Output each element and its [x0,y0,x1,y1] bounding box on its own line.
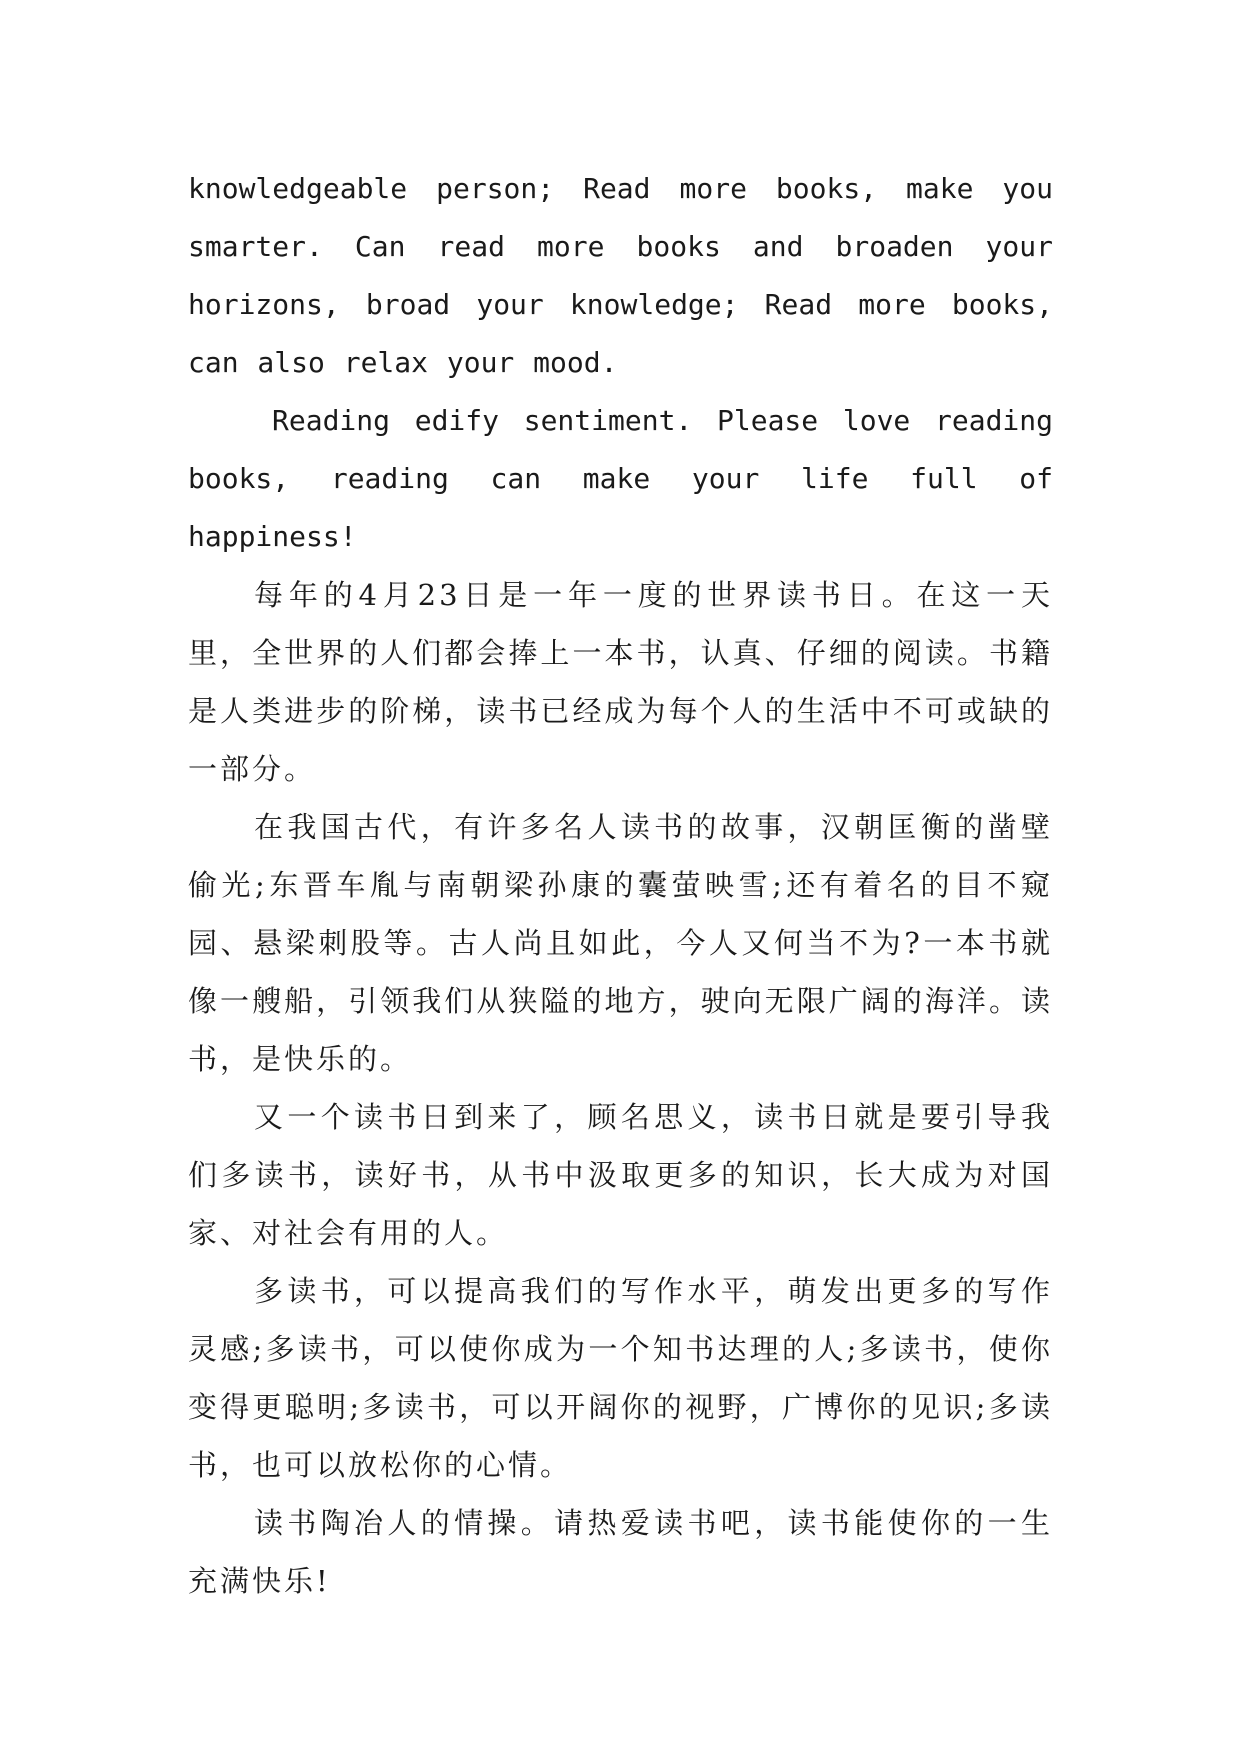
chinese-paragraph-3: 又一个读书日到来了，顾名思义，读书日就是要引导我们多读书，读好书，从书中汲取更多的知识，长大成为对国家、对社会有用的人。 [188,1100,1053,1250]
english-paragraph-2: Reading edify sentiment. Please love reading books, reading can make your life full of happiness! [188,404,1053,553]
chinese-paragraph-2: 在我国古代，有许多名人读书的故事，汉朝匡衡的凿壁偷光;东晋车胤与南朝梁孙康的囊萤映雪;还有着名的目不窥园、悬梁刺股等。古人尚且如此，今人又何当不为?一本书就像一艘船，引领我们从狭隘的地方，驶向无限广阔的海洋。读书，是快乐的。 [188,810,1053,1076]
chinese-paragraph-1: 每年的4月23日是一年一度的世界读书日。在这一天里，全世界的人们都会捧上一本书，认真、仔细的阅读。书籍是人类进步的阶梯，读书已经成为每个人的生活中不可或缺的一部分。 [188,578,1053,786]
english-paragraph-1: knowledgeable person; Read more books, make you smarter. Can read more books and broaden your horizons, broad your knowledge; Read more books, can also relax your mood. [188,172,1053,379]
document-body [188,160,1053,1610]
chinese-paragraph-5: 读书陶冶人的情操。请热爱读书吧，读书能使你的一生充满快乐! [188,1506,1053,1598]
chinese-paragraph-4: 多读书，可以提高我们的写作水平，萌发出更多的写作灵感;多读书，可以使你成为一个知书达理的人;多读书，使你变得更聪明;多读书，可以开阔你的视野，广博你的见识;多读书，也可以放松你的心情。 [188,1274,1053,1482]
